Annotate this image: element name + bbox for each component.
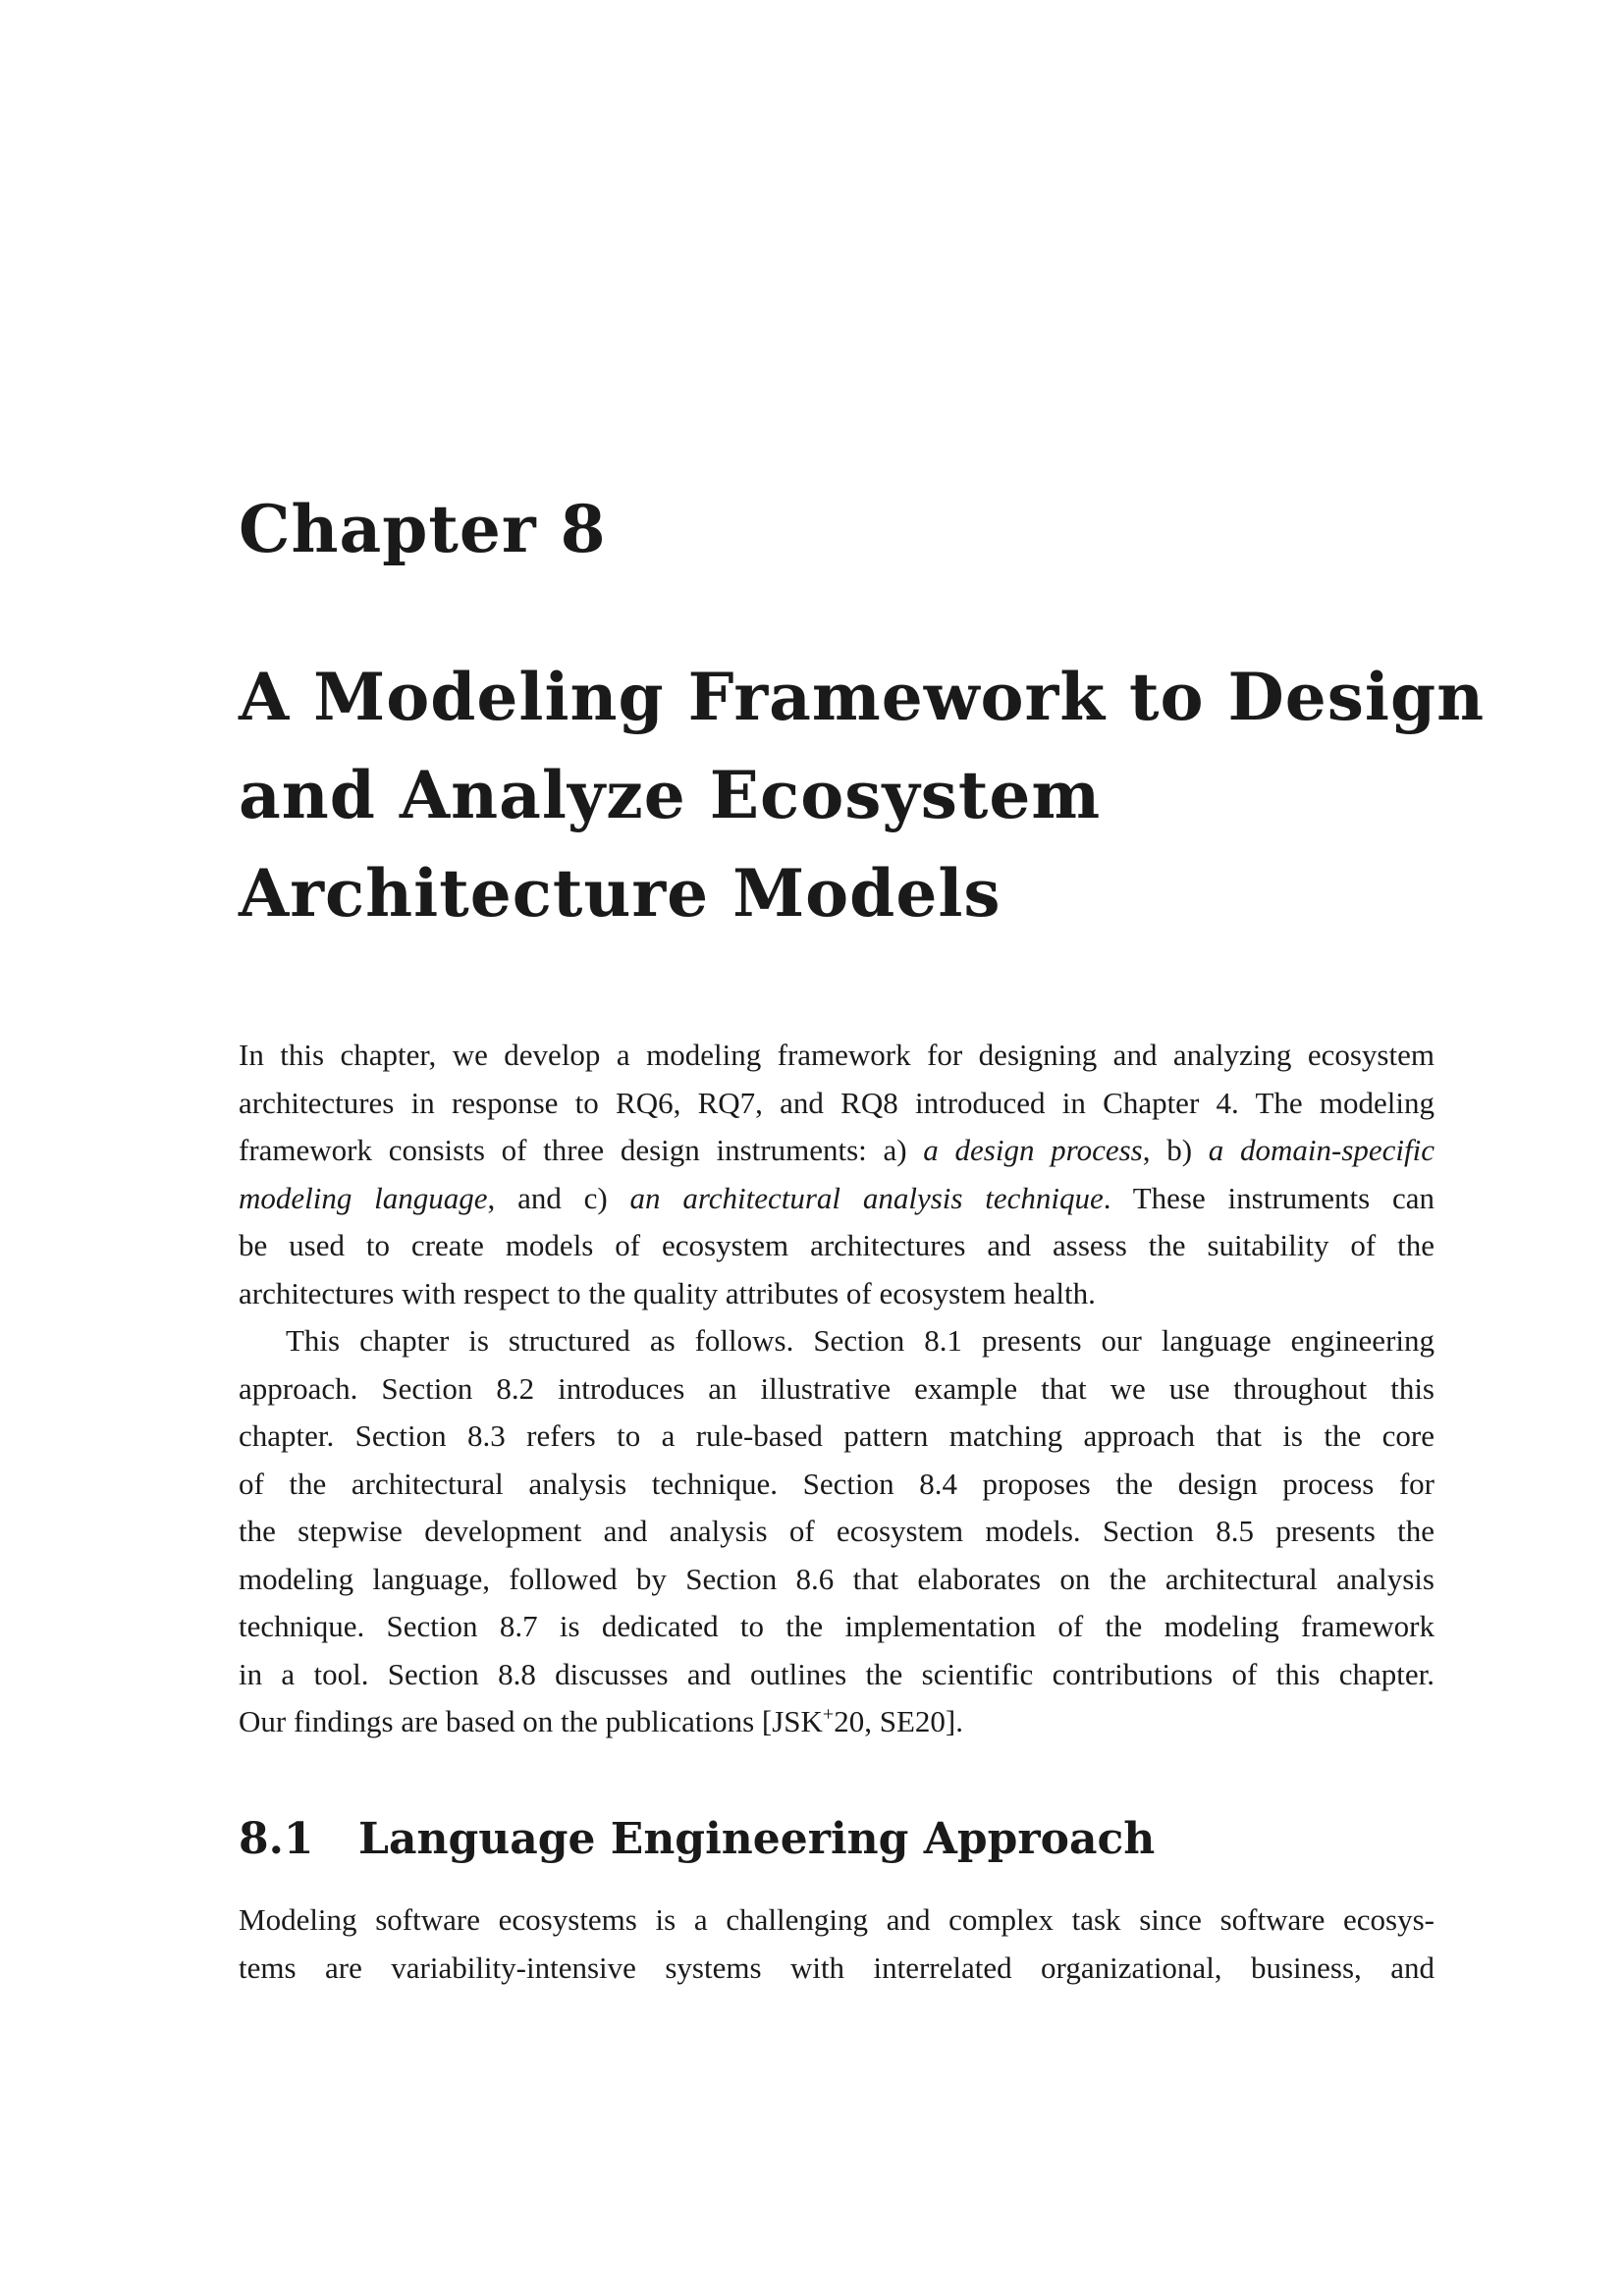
text-line: approach. Section 8.2 introduces an illustrative example that we use throughout this xyxy=(239,1370,1435,1406)
text-run: framework consists of three design instruments: a) xyxy=(239,1133,924,1167)
text-run: 20, SE20]. xyxy=(834,1704,963,1738)
structure-paragraph xyxy=(239,1317,1435,1746)
section-title: Language Engineering Approach xyxy=(358,1814,1156,1864)
text-run: , b) xyxy=(1142,1133,1209,1167)
text-line xyxy=(239,1127,1435,1175)
text-line xyxy=(239,1698,1435,1746)
emphasis-design-process: a design process xyxy=(923,1133,1143,1167)
text-run: Our findings are based on the publications [JSK xyxy=(239,1704,823,1738)
intro-paragraph xyxy=(239,1032,1435,1317)
text-line: architectures in response to RQ6, RQ7, and RQ8 introduced in Chapter 4. The modeling xyxy=(239,1085,1435,1120)
superscript: + xyxy=(822,1703,835,1726)
text-line: Modeling software ecosystems is a challenging and complex task since software ecosys- xyxy=(239,1902,1435,1937)
text-run: . These instruments can xyxy=(1103,1180,1435,1215)
text-line: the stepwise development and analysis of ecosystem models. Section 8.5 presents the xyxy=(239,1514,1435,1548)
text-line: In this chapter, we develop a modeling framework for designing and analyzing ecosystem xyxy=(239,1038,1435,1072)
text-line: tems are variability-intensive systems with interrelated organizational, business, and xyxy=(239,1949,1435,1985)
chapter-label: Chapter 8 xyxy=(239,491,607,567)
emphasis-modeling-language: modeling language xyxy=(239,1180,488,1215)
text-line: of the architectural analysis technique. Section 8.4 proposes the design process for xyxy=(239,1466,1435,1501)
text-line: chapter. Section 8.3 refers to a rule-based pattern matching approach that is the core xyxy=(239,1418,1435,1453)
section-number: 8.1 xyxy=(239,1814,314,1864)
text-line: This chapter is structured as follows. Section 8.1 presents our language engineering xyxy=(286,1323,1435,1358)
section-paragraph xyxy=(239,1896,1435,1992)
text-line: in a tool. Section 8.8 discusses and outlines the scientific contributions of this chapter. xyxy=(239,1656,1435,1691)
text-line: architectures with respect to the quality attributes of ecosystem health. xyxy=(239,1275,1096,1310)
chapter-title-line: Architecture Models xyxy=(239,855,1001,932)
chapter-title xyxy=(239,648,1486,942)
text-line xyxy=(239,1175,1435,1223)
chapter-title-line: and Analyze Ecosystem xyxy=(239,757,1102,833)
emphasis-analysis-technique: an architectural analysis technique xyxy=(629,1180,1104,1215)
emphasis-dsl: a domain-specific xyxy=(1208,1133,1435,1167)
text-line: modeling language, followed by Section 8.6 that elaborates on the architectural analysis xyxy=(239,1561,1435,1596)
text-run: , and c) xyxy=(487,1180,630,1215)
chapter-title-line: A Modeling Framework to Design xyxy=(239,659,1486,735)
text-line: technique. Section 8.7 is dedicated to the implementation of the modeling framework xyxy=(239,1609,1435,1643)
text-line: be used to create models of ecosystem architectures and assess the suitability of the xyxy=(239,1228,1435,1262)
section-heading xyxy=(239,1814,1155,1864)
